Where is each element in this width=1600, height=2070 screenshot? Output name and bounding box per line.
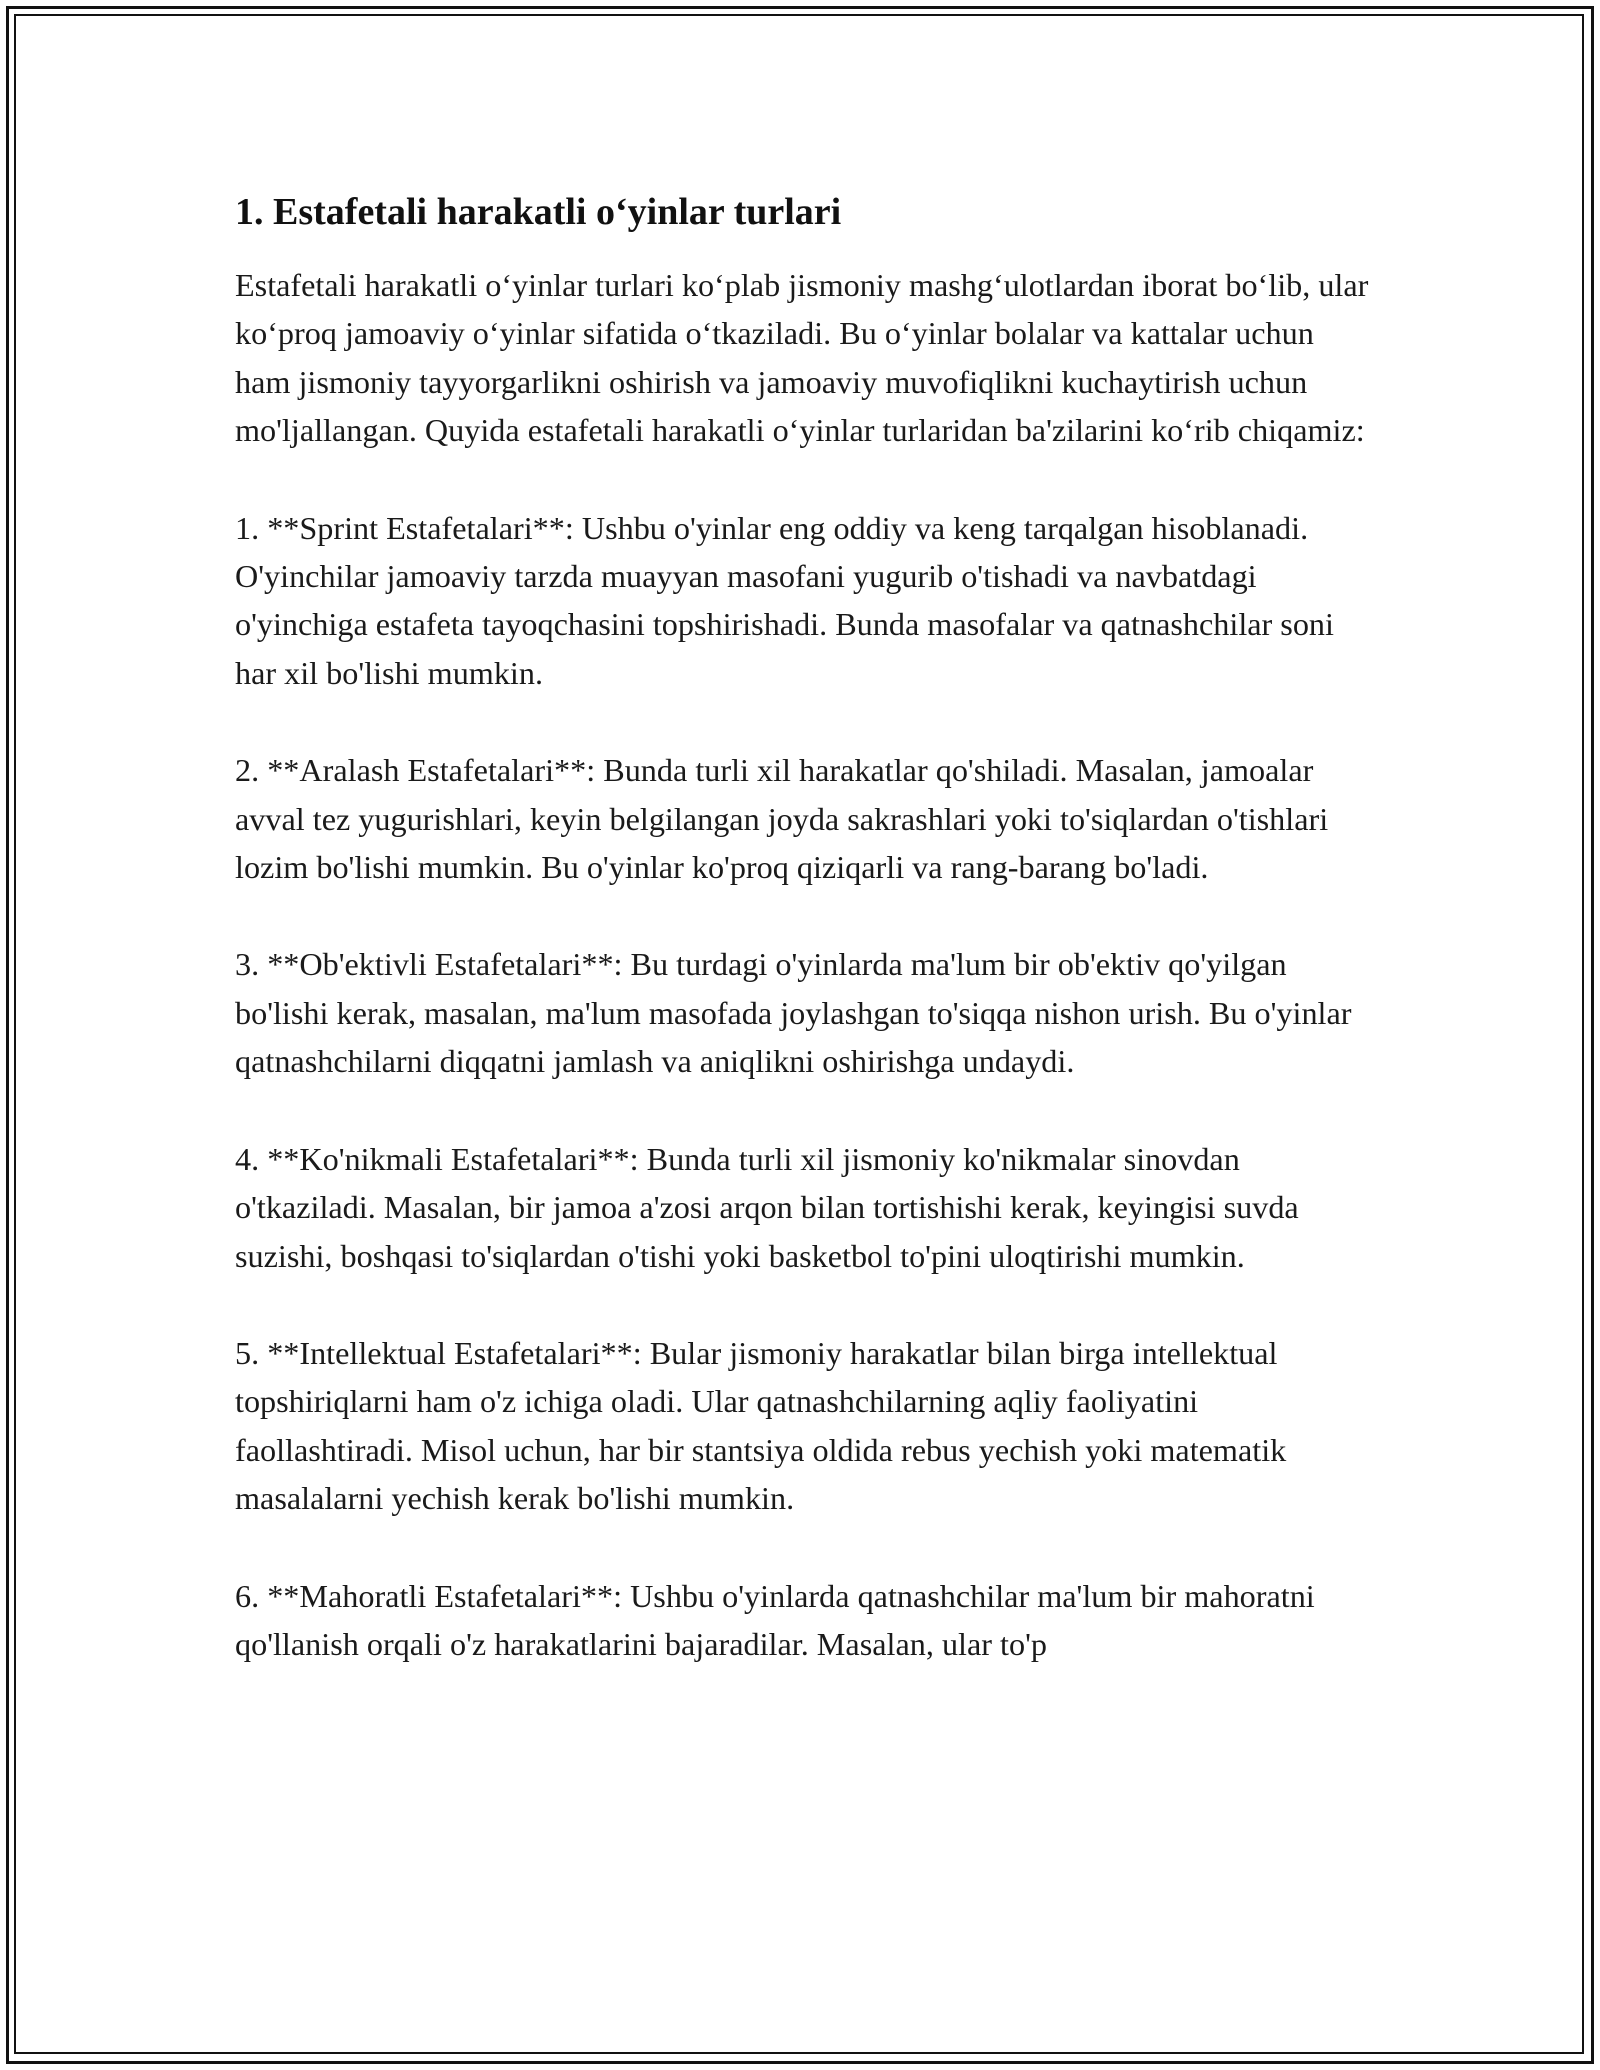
intro-paragraph: Estafetali harakatli o‘yinlar turlari ko‘plab jismoniy mashg‘ulotlardan iborat bo‘lib, ular ko‘proq jamoaviy o‘yinlar sifatida o‘tkaziladi. Bu o‘yinlar bolalar va kattalar uchun ham jismoniy tayyorgarlikni oshirish va jamoaviy muvofiqlikni kuchaytirish uchun mo'ljallangan. Quyida estafetali harakatli o‘yinlar turlaridan ba'zilarini ko‘rib chiqamiz: [235, 267, 1369, 449]
list-item-intellektual: 5. **Intellektual Estafetalari**: Bular jismoniy harakatlar bilan birga intellektual topshiriqlarni ham o'z ichiga oladi. Ular qatnashchilarning aqliy faoliyatini faollashtiradi. Misol uchun, har bir stantsiya oldida rebus yechish yoki matematik masalalarni yechish kerak bo'lishi mumkin. [235, 1334, 1287, 1517]
list-item-mahoratli: 6. **Mahoratli Estafetalari**: Ushbu o'yinlarda qatnashchilar ma'lum bir mahoratni qo'llanish orqali o'z harakatlarini bajaradilar. Masalan, ular to'p [235, 1577, 1315, 1662]
list-item-aralash: 2. **Aralash Estafetalari**: Bunda turli xil harakatlar qo'shiladi. Masalan, jamoalar avval tez yugurishlari, keyin belgilangan joyda sakrashlari yoki to'siqlardan o'tishlari lozim bo'lishi mumkin. Bu o'yinlar ko'proq qiziqarli va rang-barang bo'ladi. [235, 752, 1329, 886]
list-item-konikmali: 4. **Ko'nikmali Estafetalari**: Bunda turli xil jismoniy ko'nikmalar sinovdan o'tkaziladi. Masalan, bir jamoa a'zosi arqon bilan tortishishi kerak, keyingisi suvda suzishi, boshqasi to'siqlardan o'tishi yoki basketbol to'pini uloqtirishi mumkin. [235, 1140, 1299, 1274]
list-item-sprint: 1. **Sprint Estafetalari**: Ushbu o'yinlar eng oddiy va keng tarqalgan hisoblanadi. O'yinchilar jamoaviy tarzda muayyan masofani yugurib o'tishadi va navbatdagi o'yinchiga estafeta tayoqchasini topshirishadi. Bunda masofalar va qatnashchilar soni har xil bo'lishi mumkin. [235, 509, 1334, 691]
list-item-obektivli: 3. **Ob'ektivli Estafetalari**: Bu turdagi o'yinlarda ma'lum bir ob'ektiv qo'yilgan bo'lishi kerak, masalan, ma'lum masofada joylashgan to'siqqa nishon urish. Bu o'yinlar qatnashchilarni diqqatni jamlash va aniqlikni oshirishga undaydi. [235, 946, 1352, 1080]
document-page [235, 188, 1370, 1717]
section-heading: 1. Estafetali harakatli o‘yinlar turlari [235, 191, 842, 233]
